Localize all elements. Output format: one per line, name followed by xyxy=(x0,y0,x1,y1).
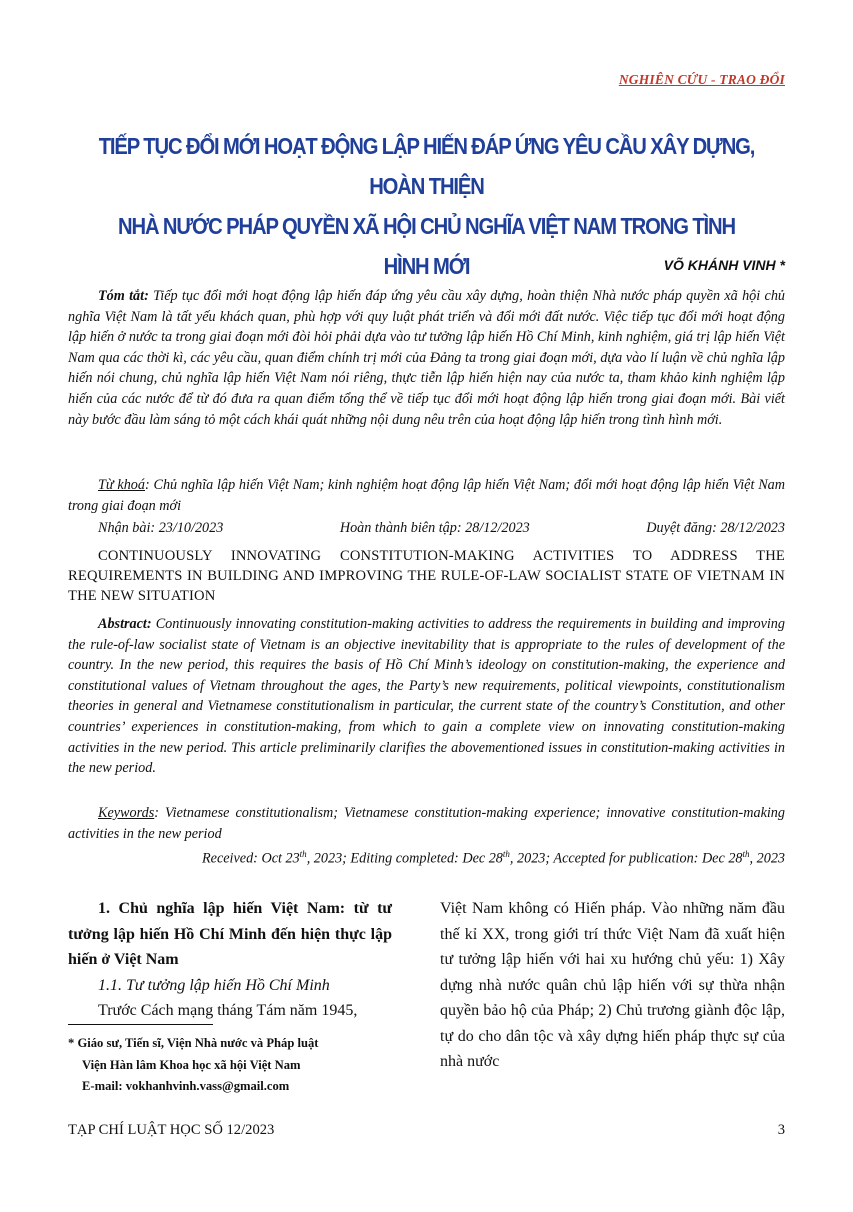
keywords-en xyxy=(68,803,785,844)
english-title: CONTINUOUSLY INNOVATING CONSTITUTION-MAKING ACTIVITIES TO ADDRESS THE REQUIREMENTS IN BUILDING AND IMPROVING THE RULE-OF-LAW SOCIALIST STATE OF VIETNAM IN THE NEW SITUATION xyxy=(68,548,785,604)
title-line-1: TIẾP TỤC ĐỔI MỚI HOẠT ĐỘNG LẬP HIẾN ĐÁP ỨNG YÊU CẦU XÂY DỰNG, HOÀN THIỆN xyxy=(98,133,755,199)
page-footer xyxy=(68,1122,785,1139)
article-title xyxy=(94,126,759,286)
abstract-en xyxy=(68,614,785,779)
received-line-en xyxy=(202,849,785,868)
received-b: , 2023; Editing completed: Dec 28 xyxy=(306,850,503,867)
abstract-vi xyxy=(68,286,785,430)
ordinal-3: th xyxy=(742,849,750,859)
footnote-line-2: Viện Hàn lâm Khoa học xã hội Việt Nam xyxy=(82,1057,301,1072)
received-a: Received: Oct 23 xyxy=(201,850,300,867)
body-paragraph-left: Trước Cách mạng tháng Tám năm 1945, xyxy=(98,1002,358,1019)
footnote-line-1: * Giáo sư, Tiến sĩ, Viện Nhà nước và Pháp luật xyxy=(68,1036,319,1050)
abstract-en-label: Abstract: xyxy=(98,616,152,632)
section-heading: 1. Chủ nghĩa lập hiến Việt Nam: từ tư tưởng lập hiến Hồ Chí Minh đến hiện thực lập hiến ở Việt Nam xyxy=(68,900,392,968)
date-edited: Hoàn thành biên tập: 28/12/2023 xyxy=(339,520,530,536)
keywords-en-text: : Vietnamese constitutionalism; Vietnamese constitution-making experience; innovative constitution-making activities in the new period xyxy=(68,805,785,842)
footnote-email: E-mail: vokhanhvinh.vass@gmail.com xyxy=(82,1079,290,1093)
footnote xyxy=(68,1033,408,1098)
dates-vi xyxy=(98,520,785,537)
abstract-vi-text: Tiếp tục đổi mới hoạt động lập hiến đáp ứng yêu cầu xây dựng, hoàn thiện Nhà nước pháp quyền xã hội chủ nghĩa Việt Nam là tất yếu khách quan, phù hợp với quy luật phát triển và đổi mới đất nước. Việc tiếp tục đổi mới hoạt động lập hiến ở nước ta trong giai đoạn mới đòi hỏi phải dựa vào tư tưởng lập hiến Hồ Chí Minh, kinh nghiệm, giá trị lập hiến Việt Nam qua các thời kì, các yêu cầu, quan điểm chính trị mới của Đảng ta trong giai đoạn mới, dựa vào lí luận về chủ nghĩa lập hiến nói chung, chủ nghĩa lập hiến Việt Nam nói riêng, thực tiễn lập hiến hiện nay của nước ta, tham khảo kinh nghiệm lập hiến của các nước để từ đó đưa ra quan điểm tổng thể về tiếp tục đổi mới hoạt động lập hiến trong giai đoạn mới. Bài viết này bước đầu làm sáng tỏ một cách khái quát những nội dung nêu trên của hoạt động lập hiến trong tình hình mới. xyxy=(68,288,786,428)
body-column-left xyxy=(68,896,392,1024)
footnote-divider xyxy=(68,1024,213,1025)
ordinal-2: th xyxy=(502,849,510,859)
abstract-vi-label: Tóm tắt: xyxy=(98,288,149,304)
keywords-vi-label: Từ khoá xyxy=(98,477,145,493)
date-accepted: Duyệt đăng: 28/12/2023 xyxy=(646,520,785,536)
keywords-vi-text: : Chủ nghĩa lập hiến Việt Nam; kinh nghiệm hoạt động lập hiến Việt Nam; đổi mới hoạt động lập hiến Việt Nam trong giai đoạn mới xyxy=(68,477,785,514)
keywords-vi xyxy=(68,475,785,516)
received-d: , 2023 xyxy=(749,850,785,867)
date-received: Nhận bài: 23/10/2023 xyxy=(98,520,224,536)
body-column-right xyxy=(440,896,785,1075)
section-label: NGHIÊN CỨU - TRAO ĐỔI xyxy=(618,72,785,87)
author: VÕ KHÁNH VINH * xyxy=(663,257,785,273)
keywords-en-label: Keywords xyxy=(98,805,155,821)
title-line-2: NHÀ NƯỚC PHÁP QUYỀN XÃ HỘI CHỦ NGHĨA VIỆT NAM TRONG TÌNH HÌNH MỚI xyxy=(117,213,736,279)
received-c: , 2023; Accepted for publication: Dec 28 xyxy=(509,850,743,867)
subsection-heading: 1.1. Tư tưởng lập hiến Hồ Chí Minh xyxy=(98,976,330,994)
abstract-en-text: Continuously innovating constitution-making activities to address the requirements in building and improving the rule-of-law socialist state of Vietnam is an objective inevitability that is appropriate to the rules of development of the country. In the new period, this requires the basis of Hồ Chí Minh’s ideology on constitution-making, the experience and constitutional values of Vietnam throughout the ages, the Party’s new requirements, political viewpoints, constitutionalism theories in general and Vietnamese constitutionalism in particular, the current state of the country’s Constitution, and other countries’ experiences in constitution-making, from which to gain a complete view on innovating constitution-making activities in the new period. This article preliminarily clarifies the abovementioned issues in constitution-making activities in the new period. xyxy=(68,616,785,777)
journal-name: TẠP CHÍ LUẬT HỌC SỐ 12/2023 xyxy=(68,1122,275,1138)
body-paragraph-right: Việt Nam không có Hiến pháp. Vào những năm đầu thế kỉ XX, trong giới trí thức Việt Nam đã xuất hiện tư tưởng lập hiến với hai xu hướng chủ yếu: 1) Xây dựng nhà nước quân chủ lập hiến với sự thừa nhận quyền bảo hộ của Pháp; 2) Chủ trương giành độc lập, tự do cho dân tộc và xây dựng hiến pháp thực sự của nhà nước xyxy=(440,900,785,1070)
page-number: 3 xyxy=(777,1122,785,1138)
ordinal-1: th xyxy=(299,849,307,859)
